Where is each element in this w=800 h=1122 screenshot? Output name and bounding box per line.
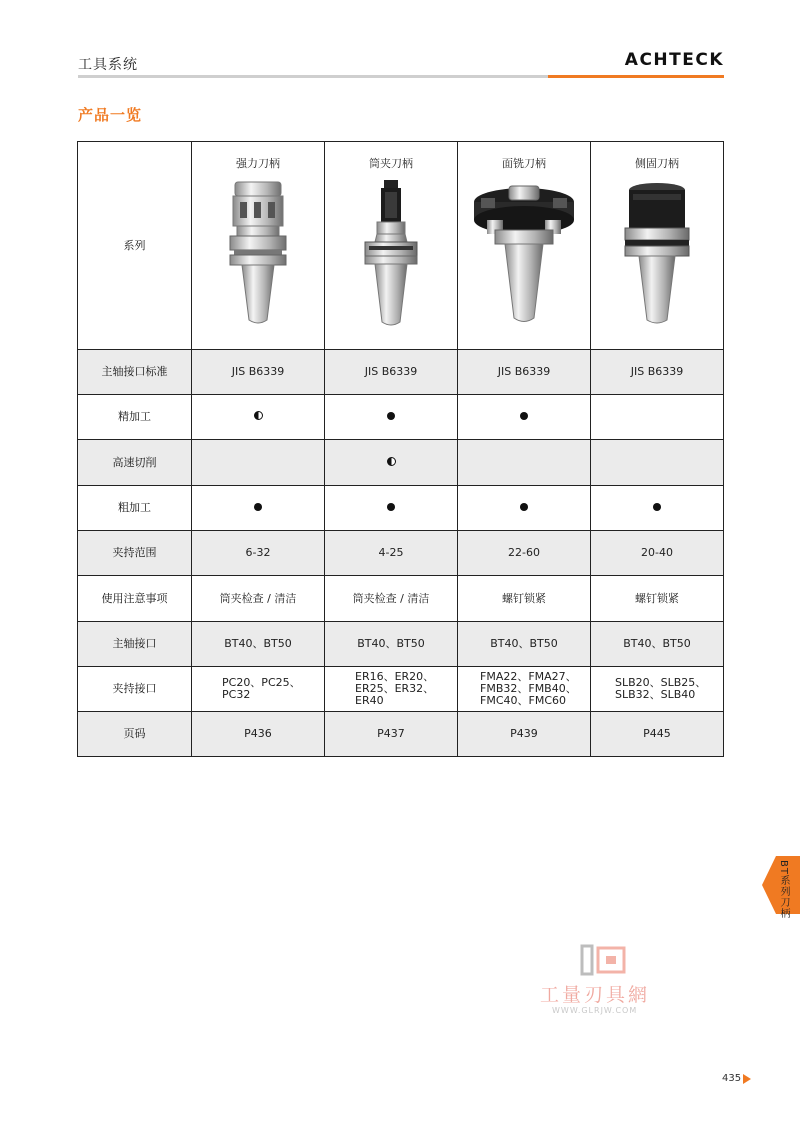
table-cell: BT40、BT50: [591, 622, 724, 667]
table-row: [78, 486, 724, 531]
table-cell: [192, 440, 325, 486]
face-mill-holder-image: [469, 180, 579, 330]
cell-line: ER40: [355, 694, 384, 707]
table-cell: [325, 395, 458, 440]
cell-line: FMA22、FMA27、: [480, 670, 577, 683]
section-title: 产品一览: [78, 106, 143, 124]
filled-circle-icon: [387, 503, 395, 511]
header-rule: [78, 75, 578, 78]
filled-circle-icon: [254, 503, 262, 511]
product-overview-table: [77, 141, 724, 757]
row-label: 页码: [78, 712, 192, 757]
table-cell: [192, 486, 325, 531]
table-cell: [325, 440, 458, 486]
product-cell: [591, 142, 724, 350]
table-cell: [458, 440, 591, 486]
row-label: 粗加工: [78, 486, 192, 531]
table-cell: P437: [325, 712, 458, 757]
cell-line: PC32: [222, 688, 251, 701]
half-circle-icon: [254, 411, 263, 420]
table-cell: [325, 667, 458, 712]
table-cell: [192, 395, 325, 440]
filled-circle-icon: [520, 412, 528, 420]
half-circle-icon: [387, 457, 396, 466]
cell-line: FMC40、FMC60: [480, 694, 566, 707]
header-title: 工具系统: [78, 57, 138, 73]
watermark-text: 工量刃具網: [540, 984, 651, 1006]
table-cell: [192, 667, 325, 712]
side-tab-label: BT系列刀柄: [778, 860, 789, 919]
table-cell: JIS B6339: [458, 350, 591, 395]
table-cell: P445: [591, 712, 724, 757]
table-cell: [591, 486, 724, 531]
table-cell: JIS B6339: [325, 350, 458, 395]
filled-circle-icon: [387, 412, 395, 420]
row-label: 精加工: [78, 395, 192, 440]
side-lock-holder-image: [617, 180, 697, 330]
table-cell: 4-25: [325, 531, 458, 576]
table-row: [78, 712, 724, 757]
cell-line: SLB20、SLB25、: [615, 676, 707, 689]
product-name: 筒夹刀柄: [369, 157, 413, 170]
table-cell: P436: [192, 712, 325, 757]
power-chuck-holder-image: [218, 180, 298, 330]
table-cell: 20-40: [591, 531, 724, 576]
table-cell: BT40、BT50: [192, 622, 325, 667]
table-cell: [591, 667, 724, 712]
cell-line: PC20、PC25、: [222, 676, 301, 689]
table-row: [78, 576, 724, 622]
table-cell: BT40、BT50: [458, 622, 591, 667]
table-cell: 22-60: [458, 531, 591, 576]
table-cell: 6-32: [192, 531, 325, 576]
table-cell: 筒夹检查 / 清洁: [325, 576, 458, 622]
table-row: [78, 395, 724, 440]
cell-line: FMB32、FMB40、: [480, 682, 577, 695]
header-rule-accent: [548, 75, 724, 78]
brand-logo: ACHTECK: [624, 50, 724, 70]
product-cell: [458, 142, 591, 350]
table-cell: [458, 667, 591, 712]
collet-chuck-holder-image: [351, 180, 431, 330]
product-cell: [325, 142, 458, 350]
table-row: [78, 440, 724, 486]
watermark-url: WWW.GLRJW.COM: [552, 1006, 638, 1015]
row-label: 主轴接口: [78, 622, 192, 667]
table-cell: JIS B6339: [591, 350, 724, 395]
product-name: 侧固刀柄: [635, 157, 679, 170]
table-cell: JIS B6339: [192, 350, 325, 395]
table-row: [78, 667, 724, 712]
filled-circle-icon: [653, 503, 661, 511]
table-cell: [325, 486, 458, 531]
table-row: [78, 350, 724, 395]
table-row: [78, 622, 724, 667]
product-name: 面铣刀柄: [502, 157, 546, 170]
cell-line: SLB32、SLB40: [615, 688, 696, 701]
cell-line: ER16、ER20、: [355, 670, 435, 683]
table-row-series: [78, 142, 724, 350]
row-label: 夹持接口: [78, 667, 192, 712]
product-cell: [192, 142, 325, 350]
row-label: 系列: [78, 142, 192, 350]
watermark-logo-icon: [580, 944, 630, 976]
table-cell: 螺钉锁紧: [591, 576, 724, 622]
table-cell: 螺钉锁紧: [458, 576, 591, 622]
row-label: 夹持范围: [78, 531, 192, 576]
row-label: 主轴接口标准: [78, 350, 192, 395]
table-cell: 筒夹检查 / 清洁: [192, 576, 325, 622]
page-number: 435: [722, 1073, 742, 1084]
row-label: 高速切削: [78, 440, 192, 486]
table-cell: BT40、BT50: [325, 622, 458, 667]
row-label: 使用注意事项: [78, 576, 192, 622]
table-cell: [591, 395, 724, 440]
table-cell: [458, 486, 591, 531]
product-name: 强力刀柄: [236, 157, 280, 170]
table-cell: [591, 440, 724, 486]
table-cell: [458, 395, 591, 440]
page-arrow-icon: [743, 1074, 751, 1084]
table-row: [78, 531, 724, 576]
filled-circle-icon: [520, 503, 528, 511]
table-cell: P439: [458, 712, 591, 757]
cell-line: ER25、ER32、: [355, 682, 435, 695]
